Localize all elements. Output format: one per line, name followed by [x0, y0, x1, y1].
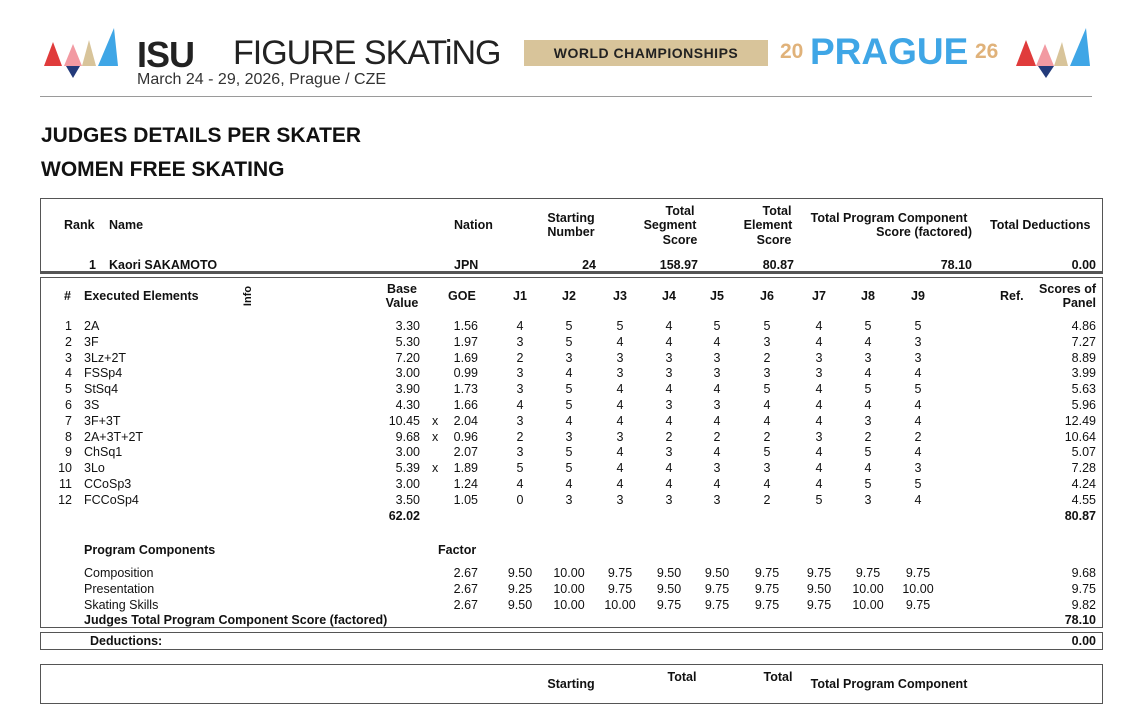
element-number: 8: [65, 430, 72, 444]
isu-wordmark: ISU: [137, 34, 195, 75]
element-goe: 1.97: [453, 335, 478, 349]
element-judge-score: 4: [914, 445, 922, 459]
element-goe: 2.07: [453, 445, 478, 459]
element-panel-score: 12.49: [1064, 414, 1096, 428]
judge-header-9: J9: [911, 289, 925, 303]
component-factor: 2.67: [453, 566, 478, 580]
element-code: 3Lz+2T: [84, 351, 127, 365]
base-value-header-1: Base: [387, 282, 417, 296]
element-judge-score: 4: [763, 414, 771, 428]
pcs-header-1: Total Program Component: [810, 211, 968, 225]
component-factor: 2.67: [453, 582, 478, 596]
element-judge-score: 4: [565, 366, 573, 380]
starting-number-header-2: Number: [547, 225, 595, 239]
element-judge-score: 4: [713, 335, 721, 349]
element-panel-score: 10.64: [1064, 430, 1096, 444]
element-number: 10: [58, 461, 72, 475]
element-judge-score: 3: [864, 414, 872, 428]
goe-header: GOE: [448, 289, 476, 303]
element-judge-score: 4: [914, 414, 922, 428]
element-code: StSq4: [84, 382, 119, 396]
element-judge-score: 3: [516, 382, 524, 396]
element-goe: 0.96: [453, 430, 478, 444]
element-judge-score: 5: [763, 445, 771, 459]
component-judge-score: 9.50: [656, 566, 682, 580]
element-judge-score: 4: [616, 461, 624, 475]
element-judge-score: 4: [516, 477, 524, 491]
element-judge-score: 4: [616, 445, 624, 459]
element-base-value: 3.30: [395, 319, 420, 333]
element-judge-score: 3: [665, 351, 673, 365]
figure-skating-wordmark: FIGURE SKATiNG: [233, 34, 501, 72]
ref-header: Ref.: [1000, 289, 1024, 303]
element-judge-score: 3: [914, 461, 922, 475]
element-judge-score: 2: [763, 430, 771, 444]
element-goe: 1.56: [453, 319, 478, 333]
element-judge-score: 4: [616, 335, 624, 349]
element-judge-score: 4: [665, 414, 673, 428]
element-judge-score: 5: [565, 461, 573, 475]
component-judge-score: 9.75: [754, 598, 780, 612]
component-judge-score: 9.75: [656, 598, 682, 612]
skater-tes: 80.87: [762, 258, 794, 272]
element-judge-score: 4: [565, 477, 573, 491]
element-judge-score: 3: [815, 366, 823, 380]
component-judge-score: 10.00: [553, 598, 585, 612]
starting-number-header-1: Starting: [547, 211, 595, 225]
component-panel-score: 9.82: [1071, 598, 1096, 612]
element-panel-score: 5.63: [1071, 382, 1096, 396]
element-base-value: 5.39: [395, 461, 420, 475]
element-number: 4: [65, 366, 72, 380]
base-value-header-2: Value: [385, 296, 419, 310]
deductions-box: [40, 632, 1103, 650]
factor-header: Factor: [438, 543, 477, 557]
element-judge-score: 3: [665, 398, 673, 412]
element-judge-score: 3: [665, 366, 673, 380]
element-judge-score: 3: [516, 445, 524, 459]
component-judge-score: 10.00: [604, 598, 636, 612]
element-judge-score: 4: [616, 477, 624, 491]
element-judge-score: 2: [516, 430, 524, 444]
component-judge-score: 9.75: [607, 582, 633, 596]
name-header: Name: [109, 218, 144, 232]
element-judge-score: 4: [914, 366, 922, 380]
element-bonus-mark: x: [432, 414, 439, 428]
element-judge-score: 4: [763, 398, 771, 412]
element-judge-score: 4: [815, 414, 823, 428]
element-judge-score: 5: [713, 319, 721, 333]
component-factor: 2.67: [453, 598, 478, 612]
element-number: 1: [65, 319, 72, 333]
panel-header-1: Scores of: [1039, 282, 1096, 296]
element-base-value: 4.30: [395, 398, 420, 412]
element-judge-score: 4: [815, 445, 823, 459]
prague-triangle-logo-icon: [1012, 26, 1092, 82]
element-panel-score: 4.86: [1071, 319, 1096, 333]
element-judge-score: 5: [864, 477, 872, 491]
component-judge-score: 10.00: [902, 582, 934, 596]
element-judge-score: 3: [565, 351, 573, 365]
tes-header-3: Score: [756, 233, 792, 247]
element-judge-score: 4: [616, 398, 624, 412]
component-judge-score: 9.75: [754, 582, 780, 596]
element-judge-score: 5: [565, 382, 573, 396]
element-goe: 1.66: [453, 398, 478, 412]
element-judge-score: 2: [763, 351, 771, 365]
component-judge-score: 9.50: [656, 582, 682, 596]
program-components-header: Program Components: [84, 543, 216, 557]
element-judge-score: 4: [516, 398, 524, 412]
element-number: 9: [65, 445, 72, 459]
component-name: Skating Skills: [84, 598, 159, 612]
element-judge-score: 4: [815, 382, 823, 396]
element-judge-score: 3: [713, 351, 721, 365]
element-code: FSSp4: [84, 366, 123, 380]
element-judge-score: 2: [516, 351, 524, 365]
element-number: 2: [65, 335, 72, 349]
element-judge-score: 4: [516, 319, 524, 333]
component-judge-score: 9.50: [704, 566, 730, 580]
element-judge-score: 3: [914, 351, 922, 365]
element-judge-score: 4: [815, 398, 823, 412]
component-judge-score: 9.75: [855, 566, 881, 580]
element-judge-score: 3: [665, 493, 673, 507]
page-title: JUDGES DETAILS PER SKATER: [41, 124, 362, 147]
component-judge-score: 9.75: [905, 598, 931, 612]
element-code: 3Lo: [84, 461, 105, 475]
element-judge-score: 4: [713, 477, 721, 491]
component-judge-score: 9.75: [607, 566, 633, 580]
element-base-value: 10.45: [388, 414, 420, 428]
element-judge-score: 3: [763, 366, 771, 380]
element-panel-score: 8.89: [1071, 351, 1096, 365]
element-judge-score: 3: [815, 351, 823, 365]
element-base-value: 3.00: [395, 445, 420, 459]
element-judge-score: 4: [815, 461, 823, 475]
element-judge-score: 3: [565, 493, 573, 507]
element-judge-score: 4: [665, 461, 673, 475]
element-base-value: 3.00: [395, 477, 420, 491]
component-judge-score: 9.75: [905, 566, 931, 580]
element-goe: 0.99: [453, 366, 478, 380]
element-judge-score: 3: [815, 430, 823, 444]
element-judge-score: 4: [665, 335, 673, 349]
skater-nation: JPN: [454, 258, 479, 272]
deductions-value: 0.00: [1071, 634, 1096, 648]
next-tes-header: Total: [763, 670, 793, 684]
element-judge-score: 4: [864, 366, 872, 380]
element-judge-score: 5: [864, 445, 872, 459]
element-code: CCoSp3: [84, 477, 132, 491]
element-bonus-mark: x: [432, 430, 439, 444]
judge-header-1: J1: [513, 289, 527, 303]
event-dates: March 24 - 29, 2026, Prague / CZE: [137, 71, 387, 88]
element-number: 12: [58, 493, 72, 507]
component-panel-score: 9.75: [1071, 582, 1096, 596]
city-name: PRAGUE: [810, 31, 969, 72]
judge-header-8: J8: [861, 289, 875, 303]
component-name: Presentation: [84, 582, 155, 596]
element-goe: 2.04: [453, 414, 478, 428]
element-goe: 1.24: [453, 477, 478, 491]
element-judge-score: 4: [914, 398, 922, 412]
element-judge-score: 5: [763, 319, 771, 333]
component-name: Composition: [84, 566, 154, 580]
element-panel-score: 5.96: [1071, 398, 1096, 412]
element-judge-score: 4: [713, 445, 721, 459]
base-value-total: 62.02: [388, 509, 420, 523]
component-judge-score: 10.00: [553, 566, 585, 580]
tes-header-2: Element: [743, 218, 793, 232]
element-judge-score: 4: [713, 382, 721, 396]
component-panel-score: 9.68: [1071, 566, 1096, 580]
element-panel-score: 7.28: [1071, 461, 1096, 475]
element-number: 3: [65, 351, 72, 365]
component-judge-score: 9.25: [507, 582, 533, 596]
element-judge-score: 4: [815, 335, 823, 349]
element-base-value: 9.68: [395, 430, 420, 444]
element-goe: 1.89: [453, 461, 478, 475]
element-number-header: #: [64, 289, 71, 303]
panel-header-2: Panel: [1062, 296, 1096, 310]
judges-total-pcs-label: Judges Total Program Component Score (factored): [84, 613, 388, 627]
info-header: Info: [242, 285, 255, 307]
next-pcs-header: Total Program Component: [810, 677, 968, 691]
element-judge-score: 3: [763, 335, 771, 349]
element-panel-score: 4.24: [1071, 477, 1096, 491]
element-judge-score: 4: [665, 319, 673, 333]
element-base-value: 3.90: [395, 382, 420, 396]
element-judge-score: 3: [616, 351, 624, 365]
component-judge-score: 9.50: [507, 566, 533, 580]
element-judge-score: 2: [763, 493, 771, 507]
component-judge-score: 9.50: [806, 582, 832, 596]
element-judge-score: 3: [665, 445, 673, 459]
pcs-header-2: Score (factored): [876, 225, 972, 239]
element-code: 3F: [84, 335, 99, 349]
element-judge-score: 4: [914, 493, 922, 507]
judge-header-5: J5: [710, 289, 724, 303]
element-panel-score: 3.99: [1071, 366, 1096, 380]
component-judge-score: 9.75: [704, 582, 730, 596]
element-judge-score: 3: [516, 414, 524, 428]
element-base-value: 3.50: [395, 493, 420, 507]
element-number: 6: [65, 398, 72, 412]
element-judge-score: 3: [516, 335, 524, 349]
element-judge-score: 3: [713, 461, 721, 475]
element-judge-score: 5: [565, 445, 573, 459]
element-base-value: 7.20: [395, 351, 420, 365]
component-judge-score: 9.75: [806, 566, 832, 580]
element-judge-score: 2: [665, 430, 673, 444]
year-suffix: 26: [975, 40, 999, 63]
element-panel-score: 4.55: [1071, 493, 1096, 507]
executed-elements-header: Executed Elements: [84, 289, 199, 303]
element-judge-score: 2: [864, 430, 872, 444]
element-judge-score: 3: [565, 430, 573, 444]
element-judge-score: 3: [616, 493, 624, 507]
world-championships-badge: WORLD CHAMPIONSHIPS: [524, 40, 768, 66]
element-judge-score: 3: [616, 366, 624, 380]
element-judge-score: 3: [864, 351, 872, 365]
next-tss-header: Total: [667, 670, 697, 684]
element-judge-score: 5: [914, 382, 922, 396]
element-judge-score: 3: [713, 398, 721, 412]
tss-header-3: Score: [662, 233, 698, 247]
judge-header-2: J2: [562, 289, 576, 303]
element-judge-score: 4: [864, 461, 872, 475]
judge-header-7: J7: [812, 289, 826, 303]
element-number: 11: [59, 477, 72, 491]
element-judge-score: 4: [713, 414, 721, 428]
element-judge-score: 2: [914, 430, 922, 444]
judge-header-3: J3: [613, 289, 627, 303]
element-goe: 1.05: [453, 493, 478, 507]
segment-title: WOMEN FREE SKATING: [41, 158, 285, 181]
element-judge-score: 5: [914, 477, 922, 491]
element-base-value: 3.00: [395, 366, 420, 380]
element-judge-score: 3: [713, 493, 721, 507]
element-judge-score: 3: [616, 430, 624, 444]
element-goe: 1.69: [453, 351, 478, 365]
rank-header: Rank: [64, 218, 95, 232]
judge-header-6: J6: [760, 289, 774, 303]
element-judge-score: 3: [713, 366, 721, 380]
skater-pcs: 78.10: [940, 258, 972, 272]
year-prefix: 20: [780, 40, 804, 63]
tss-header-1: Total: [665, 204, 695, 218]
tss-header-2: Segment: [643, 218, 697, 232]
element-judge-score: 3: [914, 335, 922, 349]
element-judge-score: 4: [616, 414, 624, 428]
element-judge-score: 4: [665, 477, 673, 491]
deductions-header: Total Deductions: [990, 218, 1091, 232]
nation-header: Nation: [454, 218, 493, 232]
element-code: 2A+3T+2T: [84, 430, 144, 444]
element-judge-score: 5: [565, 319, 573, 333]
element-judge-score: 5: [516, 461, 524, 475]
component-judge-score: 9.75: [806, 598, 832, 612]
deductions-label: Deductions:: [90, 634, 163, 648]
element-panel-score: 7.27: [1071, 335, 1096, 349]
skater-tss: 158.97: [659, 258, 698, 272]
component-judge-score: 9.50: [507, 598, 533, 612]
element-panel-score: 5.07: [1071, 445, 1096, 459]
skater-starting-number: 24: [582, 258, 596, 272]
component-judge-score: 10.00: [553, 582, 585, 596]
element-code: 3S: [84, 398, 100, 412]
element-judge-score: 5: [763, 382, 771, 396]
element-bonus-mark: x: [432, 461, 439, 475]
element-judge-score: 5: [565, 335, 573, 349]
element-judge-score: 5: [815, 493, 823, 507]
skater-rank: 1: [89, 258, 96, 272]
element-judge-score: 5: [565, 398, 573, 412]
component-judge-score: 9.75: [754, 566, 780, 580]
element-judge-score: 5: [864, 382, 872, 396]
element-code: 2A: [84, 319, 100, 333]
component-judge-score: 10.00: [852, 582, 884, 596]
component-judge-score: 9.75: [704, 598, 730, 612]
skater-deductions: 0.00: [1071, 258, 1096, 272]
element-code: 3F+3T: [84, 414, 121, 428]
element-judge-score: 4: [815, 477, 823, 491]
element-judge-score: 5: [616, 319, 624, 333]
element-number: 7: [65, 414, 72, 428]
tes-header-1: Total: [762, 204, 792, 218]
judge-header-4: J4: [662, 289, 676, 303]
element-number: 5: [65, 382, 72, 396]
element-judge-score: 3: [516, 366, 524, 380]
next-starting-header: Starting: [547, 677, 595, 691]
element-judge-score: 4: [864, 335, 872, 349]
element-judge-score: 4: [763, 477, 771, 491]
element-code: FCCoSp4: [84, 493, 139, 507]
element-judge-score: 5: [864, 319, 872, 333]
element-judge-score: 4: [665, 382, 673, 396]
element-judge-score: 0: [516, 493, 524, 507]
component-judge-score: 10.00: [852, 598, 884, 612]
element-judge-score: 5: [914, 319, 922, 333]
element-judge-score: 2: [713, 430, 721, 444]
isu-triangle-logo-icon: [42, 26, 120, 82]
element-judge-score: 3: [763, 461, 771, 475]
header-divider: [40, 96, 1092, 97]
element-base-value: 5.30: [395, 335, 420, 349]
element-judge-score: 4: [815, 319, 823, 333]
element-judge-score: 4: [864, 398, 872, 412]
element-code: ChSq1: [84, 445, 123, 459]
element-judge-score: 4: [565, 414, 573, 428]
element-judge-score: 3: [864, 493, 872, 507]
panel-total: 80.87: [1064, 509, 1096, 523]
judges-total-pcs-score: 78.10: [1064, 613, 1096, 627]
element-judge-score: 4: [616, 382, 624, 396]
element-goe: 1.73: [453, 382, 478, 396]
skater-name: Kaori SAKAMOTO: [109, 258, 218, 272]
